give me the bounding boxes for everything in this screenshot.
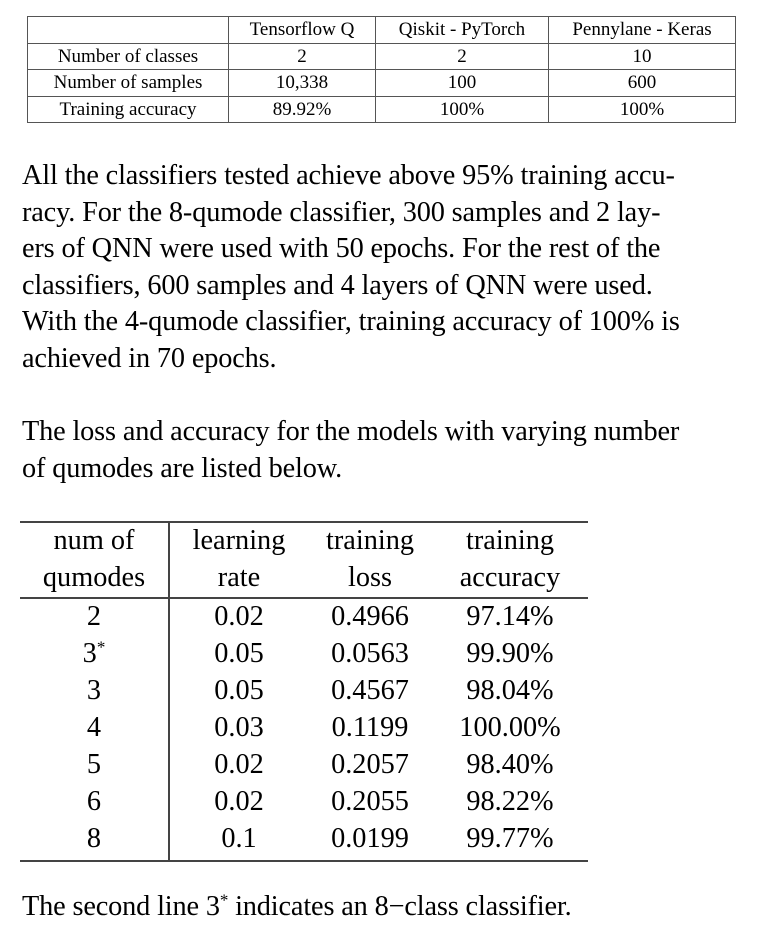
text-line: The loss and accuracy for the models with varying number bbox=[22, 416, 680, 447]
intro-paragraph bbox=[22, 414, 752, 487]
table-row bbox=[20, 636, 588, 673]
footnote-text-before: The second line 3 bbox=[22, 891, 220, 922]
text-line: of qumodes are listed below. bbox=[22, 452, 343, 484]
accuracy-cell: 99.77% bbox=[432, 821, 588, 861]
table-cell: 100 bbox=[376, 70, 549, 97]
table-cell: 2 bbox=[229, 43, 376, 70]
text-line: ers of QNN were used with 50 epochs. For the rest of the bbox=[22, 233, 661, 265]
learning-rate-cell: 0.02 bbox=[214, 749, 264, 781]
table-row bbox=[28, 43, 736, 70]
loss-cell: 0.0563 bbox=[331, 638, 409, 670]
table-cell: 100% bbox=[549, 96, 736, 123]
text-line: With the 4-qumode classifier, training accuracy of 100% is bbox=[22, 306, 680, 338]
header-training-accuracy-line2: accuracy bbox=[432, 560, 588, 598]
table-header-row bbox=[20, 522, 588, 560]
table-row bbox=[20, 598, 588, 636]
loss-cell: 0.0199 bbox=[308, 821, 432, 861]
accuracy-cell: 97.14% bbox=[466, 601, 554, 633]
table-row bbox=[20, 784, 588, 821]
qumodes-cell: 3 bbox=[20, 673, 169, 710]
header-cell-tensorflow-q: Tensorflow Q bbox=[229, 17, 376, 44]
asterisk-marker: * bbox=[219, 890, 229, 910]
qumodes-cell: 4 bbox=[20, 710, 169, 747]
footnote-text-after: indicates an 8−class classifier. bbox=[228, 891, 572, 922]
footnote-paragraph bbox=[22, 889, 752, 926]
header-learning-rate-line1: learning bbox=[169, 522, 308, 560]
table-row bbox=[28, 70, 736, 97]
text-line bbox=[22, 889, 752, 926]
table-header-row bbox=[20, 560, 588, 598]
table-cell: 2 bbox=[376, 43, 549, 70]
loss-cell: 0.1199 bbox=[331, 712, 409, 744]
learning-rate-cell: 0.05 bbox=[214, 675, 264, 707]
learning-rate-cell: 0.02 bbox=[214, 601, 264, 633]
row-label: Number of classes bbox=[28, 43, 229, 70]
qumodes-cell: 5 bbox=[20, 747, 169, 784]
loss-cell: 0.2057 bbox=[331, 749, 409, 781]
accuracy-cell: 99.90% bbox=[466, 638, 554, 670]
header-cell-pennylane-keras: Pennylane - Keras bbox=[549, 17, 736, 44]
header-training-accuracy-line1: training bbox=[432, 522, 588, 560]
loss-cell: 0.2055 bbox=[331, 786, 409, 818]
table-row bbox=[20, 673, 588, 710]
qumodes-cell: 2 bbox=[20, 598, 169, 636]
table-row bbox=[20, 710, 588, 747]
learning-rate-cell: 0.1 bbox=[169, 821, 308, 861]
table-row bbox=[20, 747, 588, 784]
learning-rate-cell: 0.05 bbox=[214, 638, 264, 670]
text-line: All the classifiers tested achieve above 95% training accu- bbox=[22, 160, 675, 191]
table-cell: 89.92% bbox=[229, 96, 376, 123]
accuracy-cell: 98.04% bbox=[466, 675, 554, 707]
header-num-of-qumodes-line1: num of bbox=[20, 522, 169, 560]
header-training-loss-line1: training bbox=[308, 522, 432, 560]
text-line: racy. For the 8-qumode classifier, 300 samples and 2 lay- bbox=[22, 196, 661, 228]
results-paragraph bbox=[22, 158, 752, 378]
loss-cell: 0.4567 bbox=[331, 675, 409, 707]
header-training-loss-line2: loss bbox=[308, 560, 432, 598]
header-learning-rate-line2: rate bbox=[169, 560, 308, 598]
accuracy-cell: 98.40% bbox=[466, 749, 554, 781]
table-cell: 10,338 bbox=[229, 70, 376, 97]
text-line: classifiers, 600 samples and 4 layers of QNN were used. bbox=[22, 269, 653, 301]
learning-rate-cell: 0.03 bbox=[214, 712, 264, 744]
loss-cell: 0.4966 bbox=[331, 601, 409, 633]
text-line: achieved in 70 epochs. bbox=[22, 342, 277, 374]
accuracy-cell: 100.00% bbox=[459, 712, 561, 744]
qumodes-cell: 6 bbox=[20, 784, 169, 821]
row-label: Training accuracy bbox=[28, 96, 229, 123]
table-cell: 10 bbox=[549, 43, 736, 70]
row-label: Number of samples bbox=[28, 70, 229, 97]
table-cell: 600 bbox=[549, 70, 736, 97]
header-cell-qiskit-pytorch: Qiskit - PyTorch bbox=[376, 17, 549, 44]
learning-rate-cell: 0.02 bbox=[214, 786, 264, 818]
header-cell-empty bbox=[28, 17, 229, 44]
accuracy-cell: 98.22% bbox=[466, 786, 554, 818]
qumodes-results-table bbox=[20, 521, 588, 862]
table-row bbox=[28, 96, 736, 123]
table-header-row bbox=[28, 17, 736, 44]
header-num-of-qumodes-line2: qumodes bbox=[20, 560, 169, 598]
qumodes-cell: 3* bbox=[20, 636, 169, 673]
frameworks-comparison-table bbox=[27, 16, 736, 123]
table-row bbox=[20, 821, 588, 861]
table-cell: 100% bbox=[376, 96, 549, 123]
qumodes-cell: 8 bbox=[20, 821, 169, 861]
